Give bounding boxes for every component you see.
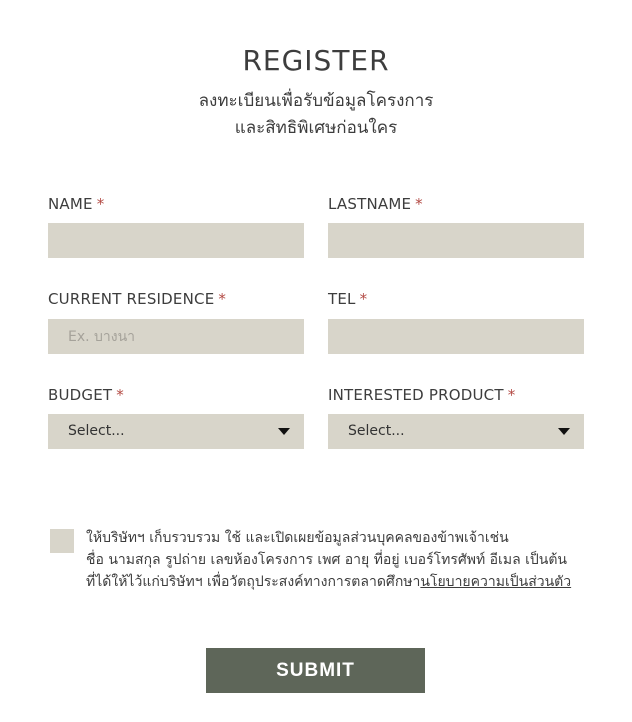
submit-button[interactable]: SUBMIT	[206, 648, 425, 693]
lastname-label	[328, 195, 423, 213]
tel-input[interactable]	[328, 319, 584, 354]
required-marker: *	[116, 386, 124, 404]
residence-input[interactable]	[48, 319, 304, 354]
residence-label	[48, 290, 226, 308]
required-marker: *	[507, 386, 516, 404]
consent-text	[86, 527, 596, 593]
product-label	[328, 386, 515, 404]
budget-selected-value: Select...	[68, 423, 125, 439]
lastname-label-text: LASTNAME	[328, 195, 412, 213]
consent-line-3-text: ที่ได้ให้ไว้แก่บริษัทฯ เพื่อวัตถุประสงค์ทางการตลาดศึกษา	[86, 574, 421, 590]
subtitle-line-1: ลงทะเบียนเพื่อรับข้อมูลโครงการ	[198, 91, 434, 111]
consent-line-1: ให้บริษัทฯ เก็บรวบรวม ใช้ และเปิดเผยข้อมูลส่วนบุคคลของข้าพเจ้าเช่น	[86, 530, 509, 546]
required-marker: *	[218, 290, 227, 308]
chevron-down-icon	[278, 428, 290, 435]
budget-label	[48, 386, 124, 404]
name-label	[48, 195, 104, 213]
budget-label-text: BUDGET	[48, 386, 113, 404]
name-label-text: NAME	[48, 195, 93, 213]
consent-checkbox[interactable]	[50, 529, 74, 553]
chevron-down-icon	[558, 428, 570, 435]
page-subtitle	[0, 88, 632, 142]
tel-label-text: TEL	[328, 290, 356, 308]
required-marker: *	[415, 195, 423, 213]
product-selected-value: Select...	[348, 423, 405, 439]
consent-line-3	[86, 571, 596, 593]
tel-label	[328, 290, 367, 308]
budget-select[interactable]	[48, 414, 304, 449]
residence-label-text: CURRENT RESIDENCE	[48, 290, 215, 308]
required-marker: *	[96, 195, 105, 213]
required-marker: *	[359, 290, 368, 308]
subtitle-line-2: และสิทธิพิเศษก่อนใคร	[234, 118, 398, 138]
lastname-input[interactable]	[328, 223, 584, 258]
product-label-text: INTERESTED PRODUCT	[328, 386, 504, 404]
product-select[interactable]	[328, 414, 584, 449]
name-input[interactable]	[48, 223, 304, 258]
page-title: REGISTER	[242, 44, 390, 77]
consent-line-2: ชื่อ นามสกุล รูปถ่าย เลขห้องโครงการ เพศ อายุ ที่อยู่ เบอร์โทรศัพท์ อีเมล เป็นต้น	[86, 552, 568, 568]
privacy-policy-link[interactable]: นโยบายความเป็นส่วนตัว	[420, 574, 572, 590]
